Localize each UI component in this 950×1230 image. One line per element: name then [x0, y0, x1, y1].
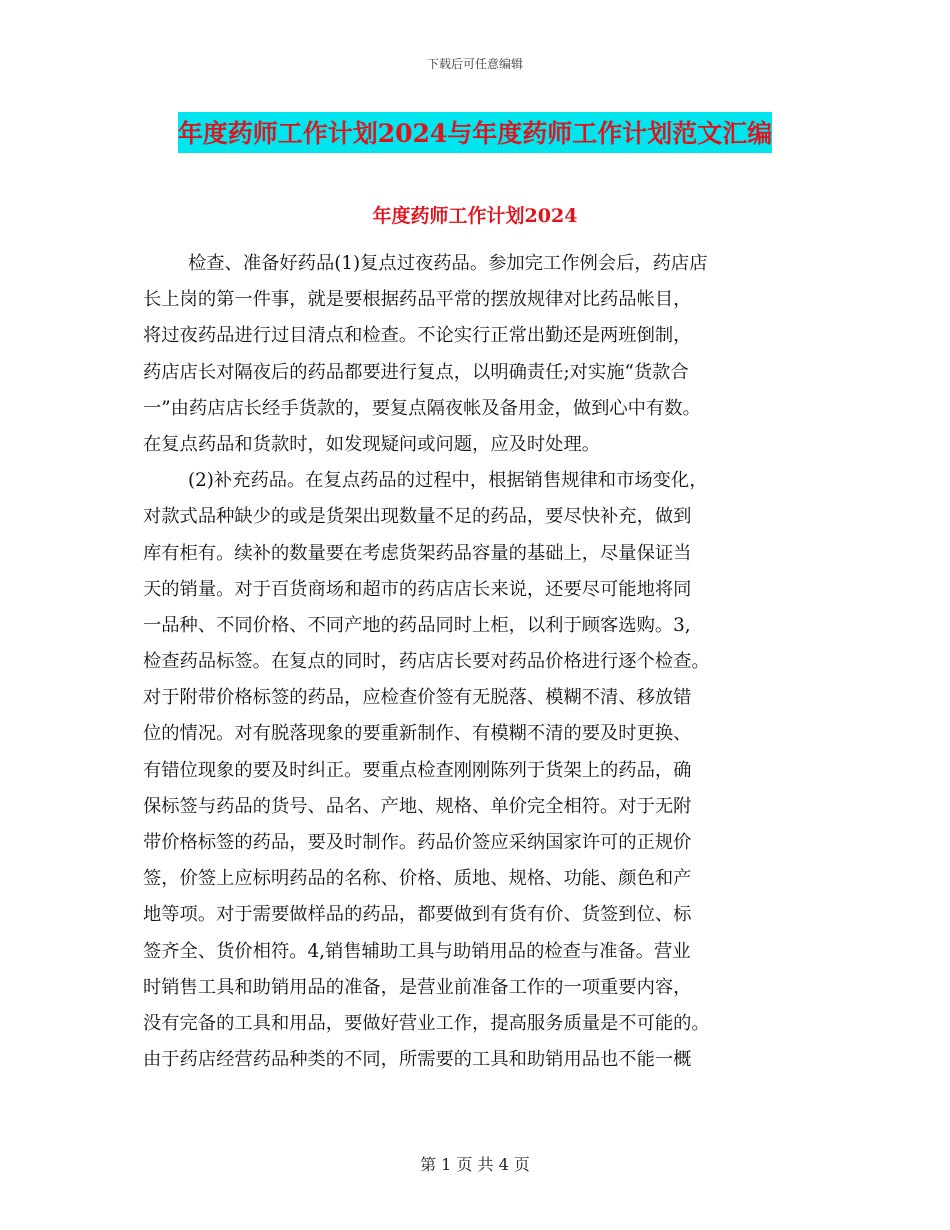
paragraph-line: 库有柜有。续补的数量要在考虑货架药品容量的基础上，尽量保证当: [143, 542, 692, 564]
paragraph-line: 有错位现象的要及时纠正。要重点检查刚刚陈列于货架上的药品，确: [143, 759, 692, 781]
paragraph-line: 地等项。对于需要做样品的药品，都要做到有货有价、货签到位、标: [143, 904, 692, 926]
paragraph-line: 对于附带价格标签的药品，应检查价签有无脱落、模糊不清、移放错: [143, 687, 692, 709]
paragraph-line: 签，价签上应标明药品的名称、价格、质地、规格、功能、颜色和产: [143, 868, 692, 890]
header-note: 下载后可任意编辑: [426, 57, 523, 71]
paragraph-line: 天的销量。对于百货商场和超市的药店店长来说，还要尽可能地将同: [143, 578, 692, 600]
paragraph-line: 位的情况。对有脱落现象的要重新制作、有模糊不清的要及时更换、: [143, 723, 692, 745]
paragraph-line: 保标签与药品的货号、品名、产地、规格、单价完全相符。对于无附: [143, 795, 692, 817]
paragraph-line: 药店店长对隔夜后的药品都要进行复点，以明确责任;对实施“货款合: [143, 361, 689, 383]
main-title-container: [0, 112, 950, 153]
paragraph-line: 一”由药店店长经手货款的，要复点隔夜帐及备用金，做到心中有数。: [143, 397, 701, 419]
paragraph-line: 在复点药品和货款时，如发现疑问或问题，应及时处理。: [143, 433, 601, 455]
paragraph-line: 没有完备的工具和用品，要做好营业工作，提高服务质量是不可能的。: [143, 1012, 710, 1034]
page-footer: 第 1 页 共 4 页: [420, 1155, 530, 1174]
paragraph-line: 带价格标签的药品，要及时制作。药品价签应采纳国家许可的正规价: [143, 832, 692, 853]
paragraph-line: 长上岗的第一件事，就是要根据药品平常的摆放规律对比药品帐目，: [143, 289, 692, 311]
section-title: 年度药师工作计划2024: [372, 205, 578, 227]
paragraph-line: 将过夜药品进行过目清点和检查。不论实行正常出勤还是两班倒制，: [143, 325, 692, 347]
main-title: 年度药师工作计划2024与年度药师工作计划范文汇编: [178, 112, 773, 153]
paragraph-line: 签齐全、货价相符。4,销售辅助工具与助销用品的检查与准备。营业: [143, 940, 691, 962]
paragraph-line: 检查、准备好药品(1)复点过夜药品。参加完工作例会后，药店店: [188, 253, 708, 274]
paragraph-line: (2)补充药品。在复点药品的过程中，根据销售规律和市场变化，: [188, 470, 708, 492]
paragraph-line: 时销售工具和助销用品的准备，是营业前准备工作的一项重要内容，: [143, 976, 692, 998]
paragraph-line: 一品种、不同价格、不同产地的药品同时上柜，以利于顾客选购。3,: [143, 614, 691, 636]
paragraph-line: 检查药品标签。在复点的同时，药店店长要对药品价格进行逐个检查。: [143, 651, 710, 673]
paragraph-line: 对款式品种缺少的或是货架出现数量不足的药品，要尽快补充，做到: [143, 506, 692, 528]
body-text: [143, 246, 813, 1078]
paragraph-line: 由于药店经营药品种类的不同，所需要的工具和助销用品也不能一概: [143, 1049, 692, 1071]
